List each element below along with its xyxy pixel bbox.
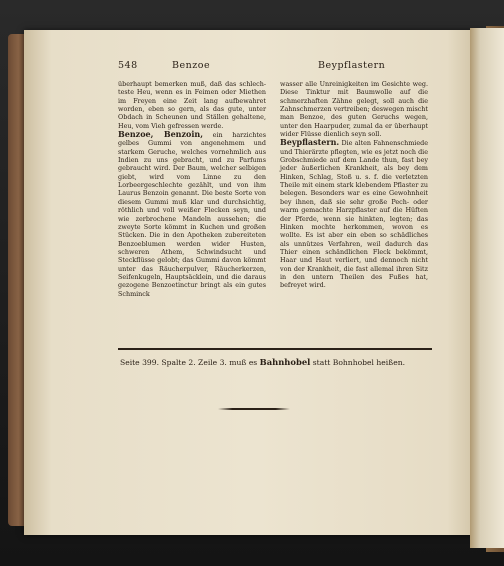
page-number: 548 [118, 60, 138, 71]
errata-bold: Bahnhobel [259, 357, 311, 367]
facing-page-edge [470, 28, 504, 548]
headword: Benzoe, Benzoin, [118, 129, 204, 140]
right-paragraph-1: wasser alle Unreinigkeiten im Gesichte weg. Diese Tinktur mit Baumwolle auf die schmerzhaften Zähne gelegt, soll auch die Zahnschmerzen vertreiben; deswegen mischt man Benzoe, des guten Geruchs wegen, unter den Haarpuder, zumal da er überhaupt wider Flüsse dienlich seyn soll. [280, 80, 428, 139]
text-area [118, 60, 428, 390]
right-column [280, 80, 428, 290]
running-head-right: Beypflastern [318, 60, 386, 71]
left-paragraph-2: Benzoe, Benzoin, ein harzichtes gelbes Gummi von angenehmem und starkem Geruche, welches vornehmlich aus Indien zu uns gebracht, und zu Parfums gebraucht wird. Der Baum, welcher selbigen giebt, wird vom Linne zu den Lorbeergeschlechte gezählt, und von ihm Laurus Benzoin genannt. Die beste Sorte von diesem Gummi muß klar und durchsichtig, röthlich und voll weißer Flecken seyn, und wie zerbrochene Mandeln aussehen; die zweyte Sorte kömmt in Kuchen und großen Stücken. Die in den Apotheken zubereiteten Benzoeblumen werden wider Husten, schweren Athem, Schwindsucht und Steckflüsse gelobt; das Gummi davon kömmt unter das Räucherpulver, Räucherkerzen, Seifenkugeln, Hauptsäcklein, und die daraus gezogene Benzoetinctur bringt als ein gutes Schminck [118, 129, 266, 298]
errata-suffix: statt Bohnhobel heißen. [310, 358, 406, 367]
errata-note [120, 357, 432, 368]
running-head [118, 60, 428, 76]
end-ornament [218, 407, 290, 411]
headword: Beypflastern. [280, 137, 340, 148]
left-column [118, 80, 266, 298]
right-paragraph-2: Beypflastern. Die alten Fahnenschmiede und Thierärzte pflegten, wie es jetzt noch die Grobschmiede auf dem Lande thun, fast bey jeder äußerlichen Krankheit, als bey dem Hinken, Schlag, Stoß u. s. f. die verletzten Theile mit einem stark klebendem Pflaster zu belegen. Besonders war es eine Gewohnheit bey ihnen, daß sie sehr große Pech- oder warm gemachte Harzpflaster auf die Hüften der Pferde, wenn sie hinkten, legten; das Hinken mochte herkommen, wovon es wollte. Es ist aber ein eben so schädliches als unnützes Verfahren, weil dadurch das Thier einen schändlichen Fleck bekömmt, Haar und Haut verliert, und dennoch nicht von der Krankheit, die fast allemal ihren Sitz in den untern Theilen des Fußes hat, befreyet wird. [280, 137, 428, 290]
left-paragraph-1: überhaupt bemerken muß, daß das schlechteste Heu, wenn es in Feimen oder Miethen im Freyen eine Zeit lang aufbewahret worden, eben so gern, als das gute, unter Obdach in Scheunen und Ställen gehaltene, Heu, vom Vieh gefressen werde. [118, 80, 266, 130]
errata-prefix: Seite 399. Spalte 2. Zeile 3. muß es [120, 358, 260, 367]
section-rule [118, 348, 432, 350]
running-head-left: Benzoe [172, 60, 211, 71]
